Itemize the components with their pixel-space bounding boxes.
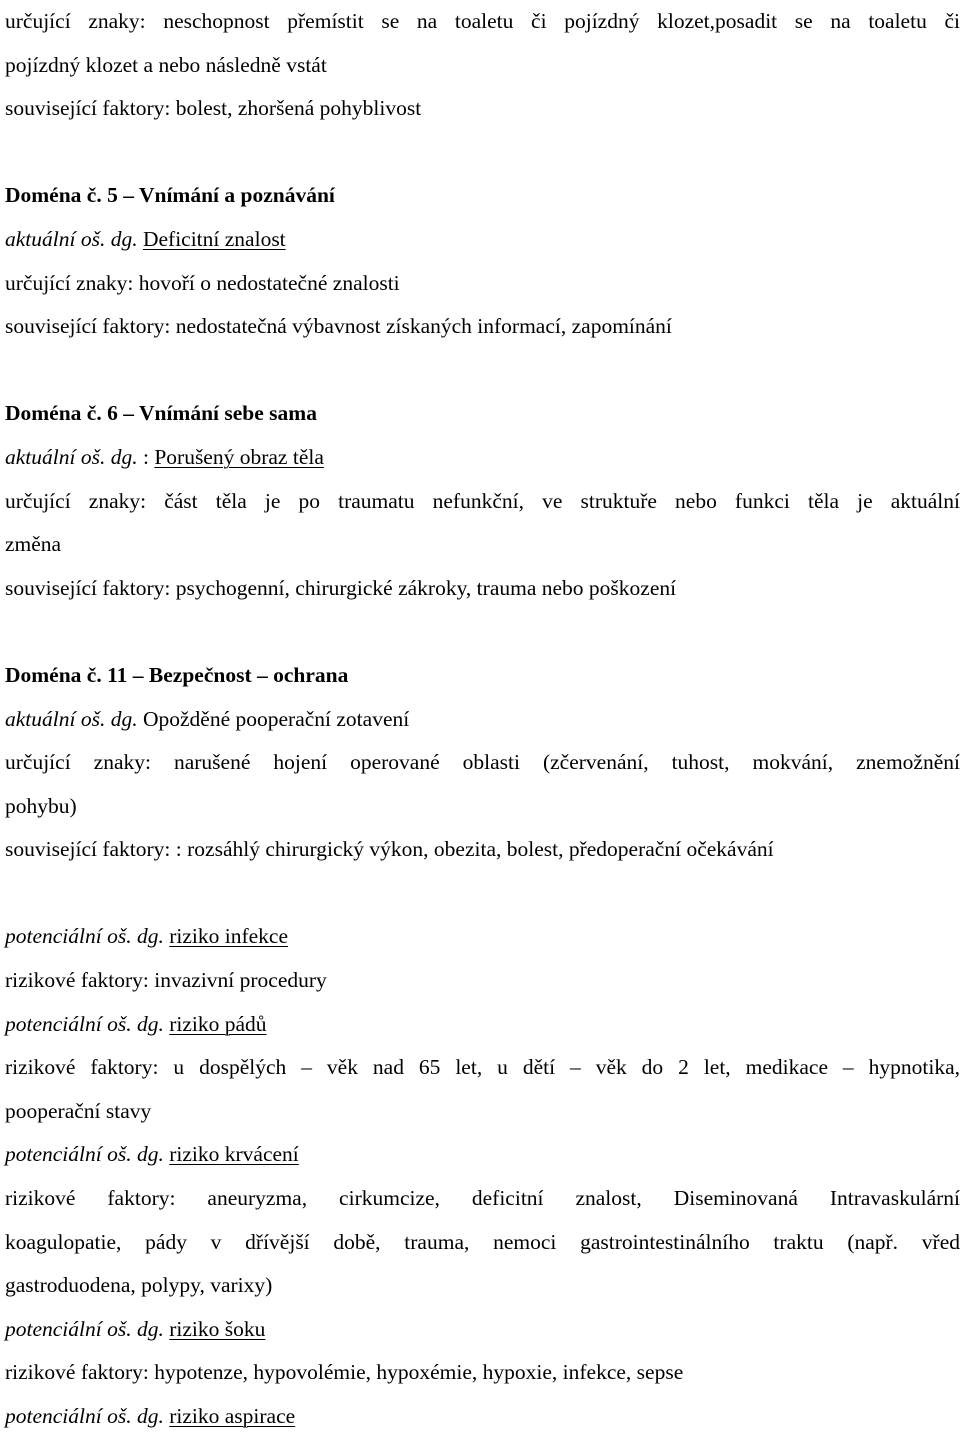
spacer bbox=[5, 349, 960, 393]
dg-name: riziko šoku bbox=[169, 1316, 266, 1341]
dg-name: riziko krvácení bbox=[169, 1142, 299, 1167]
label-souvisejici-faktory: související faktory: bbox=[5, 837, 171, 862]
diagnosis-line bbox=[5, 218, 960, 262]
dg-prefix: potenciální oš. dg. bbox=[5, 1142, 164, 1167]
paragraph-line bbox=[5, 44, 960, 88]
label-rizikove-faktory: rizikové faktory: bbox=[5, 1186, 176, 1211]
text-urcujici-znaky: část těla je po traumatu nefunkční, ve struktuře nebo funkci těla je aktuální bbox=[164, 488, 960, 513]
paragraph-line bbox=[5, 828, 960, 872]
diagnosis-line bbox=[5, 436, 960, 480]
diagnosis-line bbox=[5, 698, 960, 742]
paragraph-line bbox=[5, 523, 960, 567]
text-continuation: pooperační stavy bbox=[5, 1098, 152, 1123]
paragraph-line bbox=[5, 1264, 960, 1308]
diagnosis-line bbox=[5, 1308, 960, 1352]
spacer bbox=[5, 610, 960, 654]
paragraph-line bbox=[5, 1090, 960, 1134]
dg-separator: : bbox=[142, 444, 149, 469]
dg-prefix: potenciální oš. dg. bbox=[5, 1316, 164, 1341]
paragraph-line bbox=[5, 1351, 960, 1395]
diagnosis-line bbox=[5, 1003, 960, 1047]
text-rizikove-faktory: hypotenze, hypovolémie, hypoxémie, hypoxie, infekce, sepse bbox=[154, 1360, 684, 1385]
text-souvisejici-faktory: bolest, zhoršená pohyblivost bbox=[175, 96, 422, 121]
text-urcujici-znaky: hovoří o nedostatečné znalosti bbox=[138, 270, 400, 295]
paragraph-line bbox=[5, 0, 960, 44]
paragraph-line bbox=[5, 305, 960, 349]
dg-prefix: potenciální oš. dg. bbox=[5, 924, 164, 949]
text-urcujici-znaky: narušené hojení operované oblasti (zčervenání, tuhost, mokvání, znemožnění bbox=[173, 750, 960, 775]
domain-5-heading: Doména č. 5 – Vnímání a poznávání bbox=[5, 183, 335, 208]
text-souvisejici-faktory: nedostatečná výbavnost získaných informací, zapomínání bbox=[175, 314, 672, 339]
label-urcujici-znaky: určující znaky: bbox=[5, 9, 146, 33]
text-continuation: gastroduodena, polypy, varixy) bbox=[5, 1273, 273, 1298]
domain-11-heading: Doména č. 11 – Bezpečnost – ochrana bbox=[5, 662, 349, 687]
label-rizikove-faktory: rizikové faktory: bbox=[5, 1360, 149, 1385]
dg-name: Deficitní znalost bbox=[142, 226, 286, 251]
label-souvisejici-faktory: související faktory: bbox=[5, 575, 171, 600]
label-urcujici-znaky: určující znaky: bbox=[5, 488, 147, 513]
label-souvisejici-faktory: související faktory: bbox=[5, 314, 171, 339]
paragraph-line bbox=[5, 480, 960, 524]
text-rizikove-faktory: u dospělých – věk nad 65 let, u dětí – věk do 2 let, medikace – hypnotika, bbox=[173, 1055, 960, 1080]
label-urcujici-znaky: určující znaky: bbox=[5, 750, 151, 775]
diagnosis-line bbox=[5, 1133, 960, 1177]
text-continuation: pohybu) bbox=[5, 793, 77, 818]
paragraph-line bbox=[5, 785, 960, 829]
diagnosis-line bbox=[5, 915, 960, 959]
text-souvisejici-faktory: psychogenní, chirurgické zákroky, trauma nebo poškození bbox=[175, 575, 677, 600]
text-continuation: koagulopatie, pády v dřívější době, trauma, nemoci gastrointestinálního traktu (např. vřed bbox=[5, 1229, 960, 1254]
dg-prefix: aktuální oš. dg. bbox=[5, 226, 138, 251]
label-souvisejici-faktory: související faktory: bbox=[5, 96, 171, 121]
paragraph-line bbox=[5, 1177, 960, 1221]
dg-name: Opožděné pooperační zotavení bbox=[142, 706, 410, 731]
text-rizikove-faktory: aneuryzma, cirkumcize, deficitní znalost, Diseminovaná Intravaskulární bbox=[207, 1186, 960, 1211]
dg-prefix: aktuální oš. dg. bbox=[5, 444, 138, 469]
paragraph-line bbox=[5, 87, 960, 131]
label-urcujici-znaky: určující znaky: bbox=[5, 270, 134, 295]
label-rizikove-faktory: rizikové faktory: bbox=[5, 1055, 159, 1080]
spacer bbox=[5, 131, 960, 175]
dg-name: riziko aspirace bbox=[169, 1404, 296, 1428]
spacer bbox=[5, 872, 960, 916]
paragraph-line bbox=[5, 1046, 960, 1090]
text-continuation: pojízdný klozet a nebo následně vstát bbox=[5, 52, 327, 77]
document-page bbox=[5, 0, 960, 1439]
paragraph-line bbox=[5, 959, 960, 1003]
dg-name: riziko pádů bbox=[169, 1011, 267, 1036]
paragraph-line bbox=[5, 567, 960, 611]
dg-prefix: aktuální oš. dg. bbox=[5, 706, 138, 731]
paragraph-line bbox=[5, 1221, 960, 1265]
paragraph-line bbox=[5, 262, 960, 306]
text-urcujici-znaky: neschopnost přemístit se na toaletu či pojízdný klozet,posadit se na toaletu či bbox=[163, 9, 960, 33]
dg-prefix: potenciální oš. dg. bbox=[5, 1011, 164, 1036]
domain-6-heading: Doména č. 6 – Vnímání sebe sama bbox=[5, 401, 317, 426]
text-rizikove-faktory: invazivní procedury bbox=[154, 968, 327, 993]
dg-prefix: potenciální oš. dg. bbox=[5, 1404, 164, 1428]
diagnosis-line bbox=[5, 1395, 960, 1439]
text-continuation: změna bbox=[5, 532, 62, 557]
label-rizikove-faktory: rizikové faktory: bbox=[5, 968, 149, 993]
text-souvisejici-faktory: : rozsáhlý chirurgický výkon, obezita, bolest, předoperační očekávání bbox=[175, 837, 774, 862]
dg-name: riziko infekce bbox=[169, 924, 289, 949]
paragraph-line bbox=[5, 741, 960, 785]
dg-name: Porušený obraz těla bbox=[154, 444, 324, 469]
